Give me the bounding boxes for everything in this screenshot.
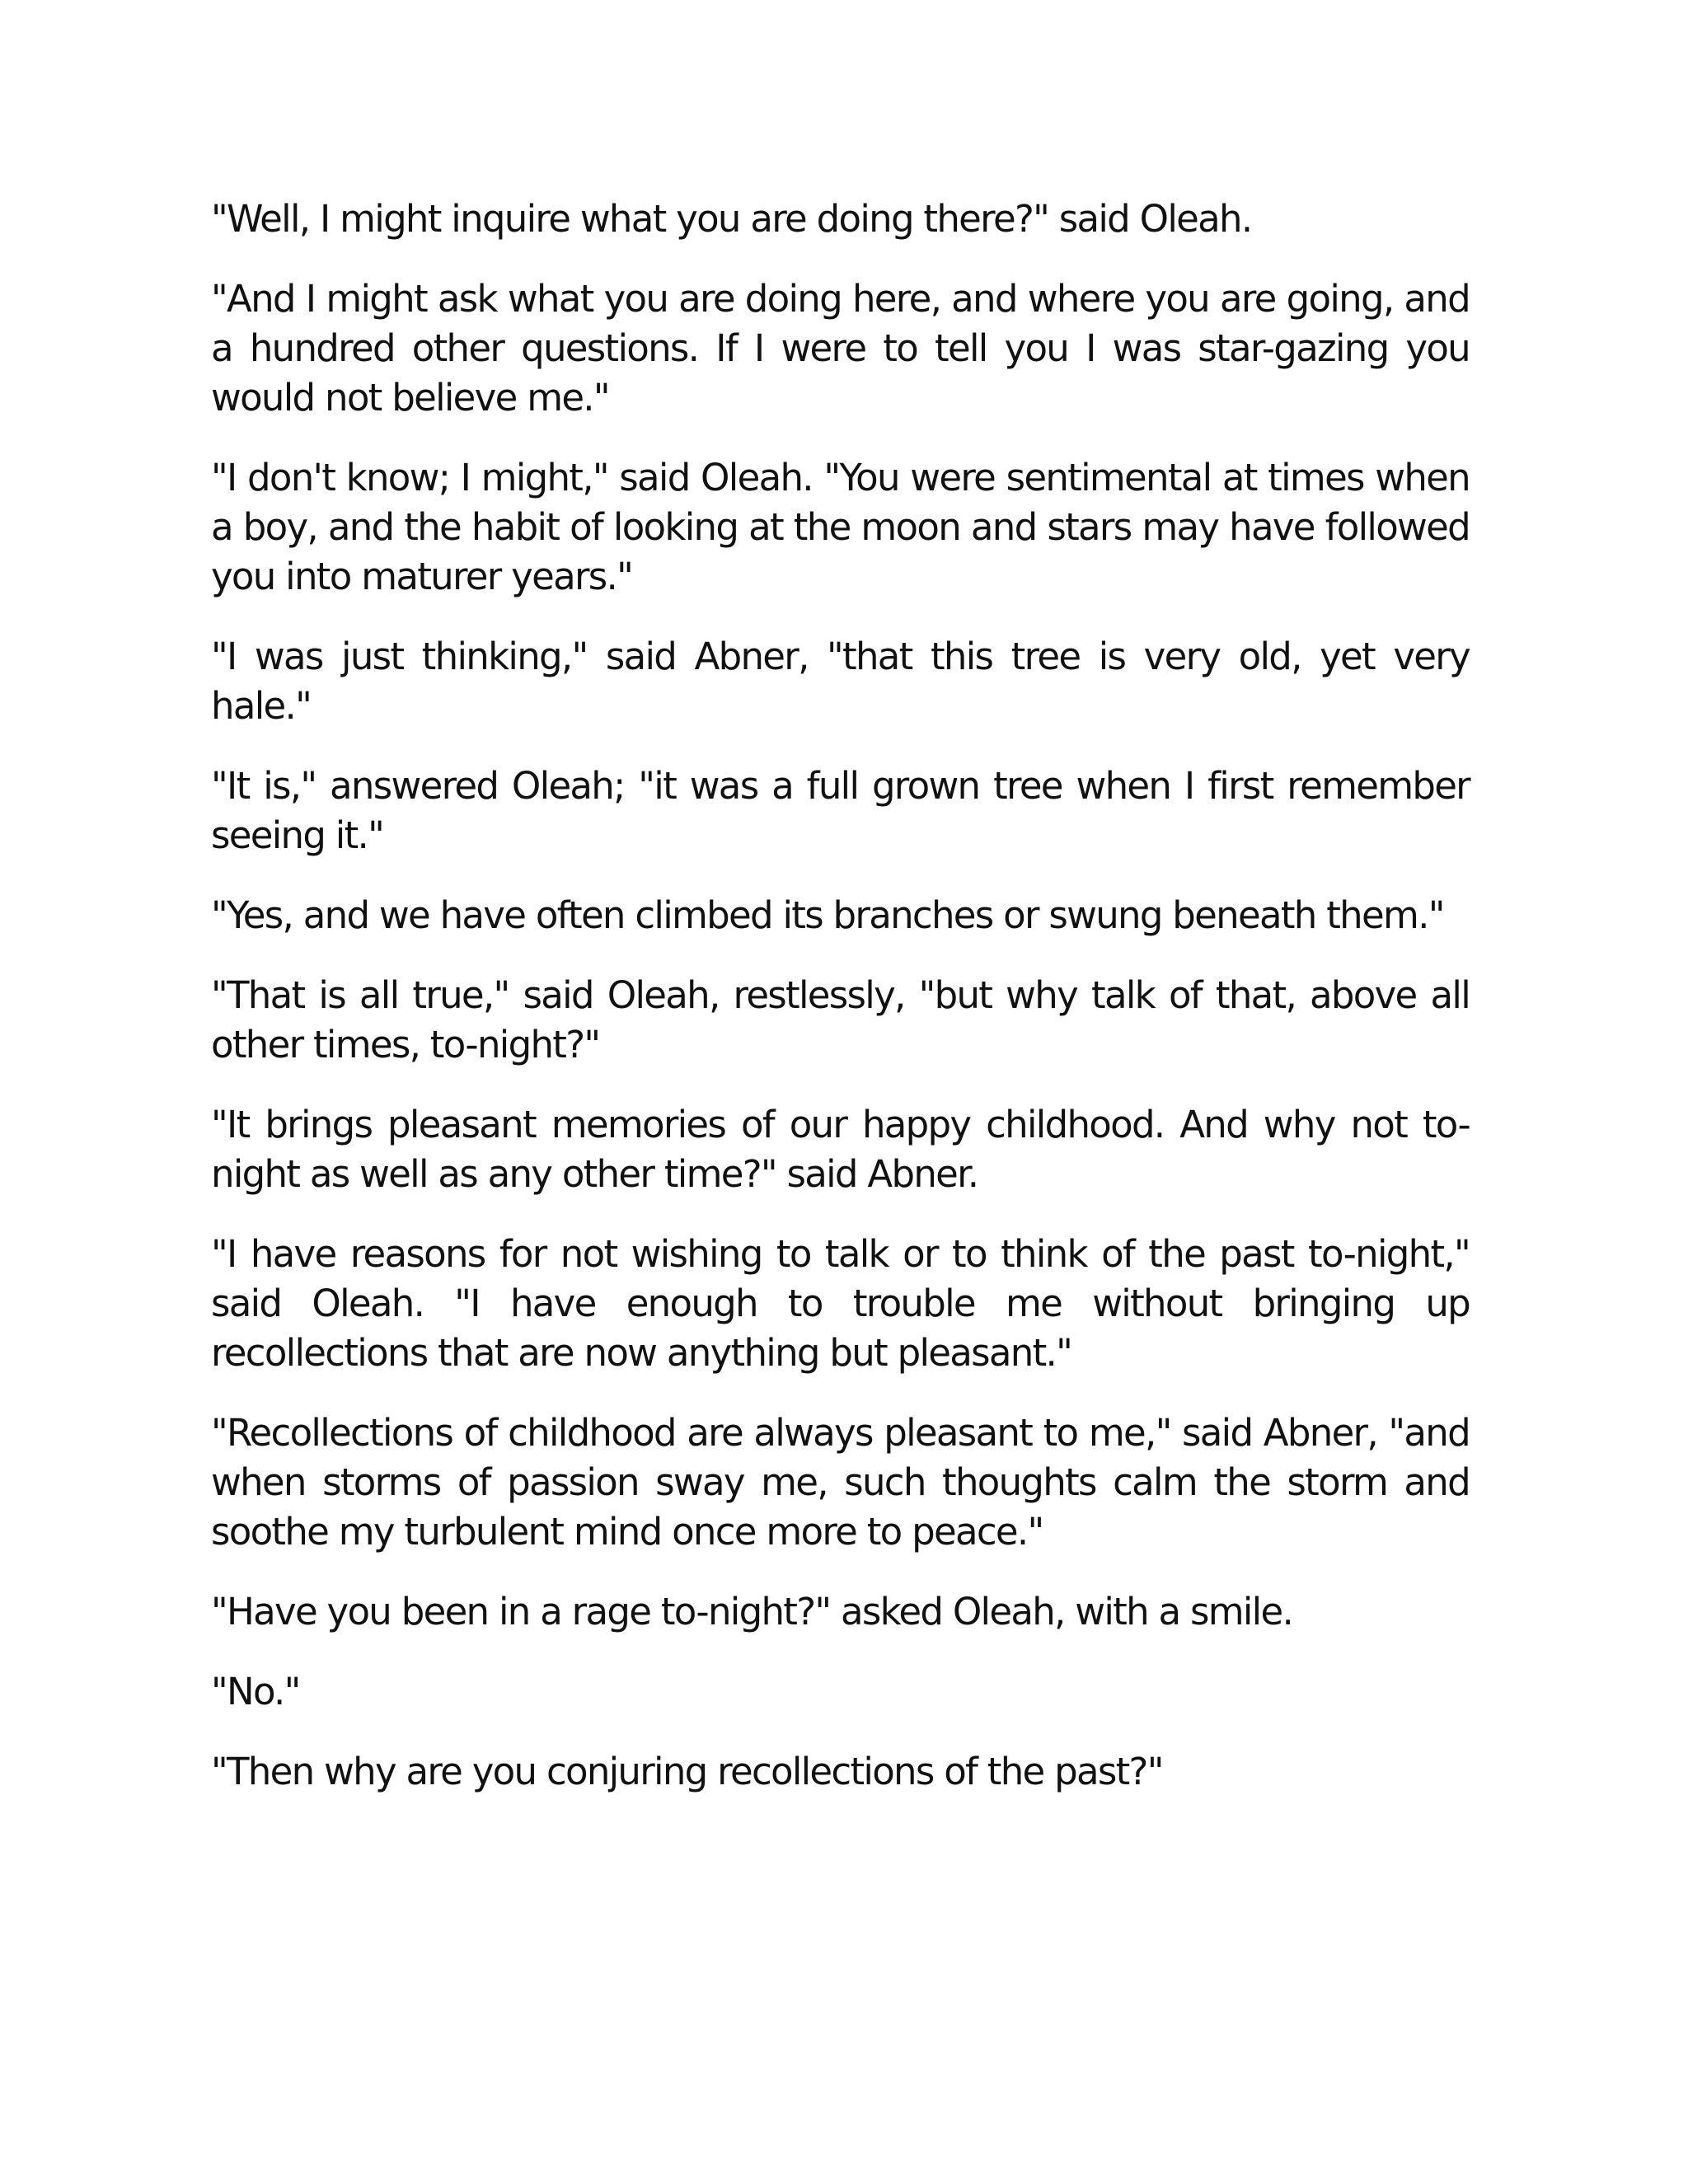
paragraph: "Then why are you conjuring recollections of the past?" xyxy=(211,1750,1163,1793)
paragraph: "It brings pleasant memories of our happy childhood. And why not to-night as well as any other time?" said Abner. xyxy=(211,1103,1470,1196)
paragraph: "I don't know; I might," said Oleah. "You were sentimental at times when a boy, and the habit of looking at the moon and stars may have followed you into maturer years." xyxy=(211,456,1470,598)
body-text xyxy=(211,194,1470,1827)
paragraph: "And I might ask what you are doing here, and where you are going, and a hundred other questions. If I were to tell you I was star-gazing you would not believe me." xyxy=(211,277,1470,419)
paragraph: "That is all true," said Oleah, restlessly, "but why talk of that, above all other times, to-night?" xyxy=(211,973,1470,1066)
paragraph: "It is," answered Oleah; "it was a full grown tree when I first remember seeing it." xyxy=(211,764,1470,857)
paragraph: "Well, I might inquire what you are doing there?" said Oleah. xyxy=(211,197,1252,241)
paragraph: "Yes, and we have often climbed its branches or swung beneath them." xyxy=(211,893,1444,937)
paragraph: "No." xyxy=(211,1670,300,1713)
paragraph: "I was just thinking," said Abner, "that this tree is very old, yet very hale." xyxy=(211,635,1470,728)
paragraph: "I have reasons for not wishing to talk or to think of the past to-night," said Oleah. "I have enough to trouble me without bringing up recollections that are now anything but pleasant." xyxy=(211,1232,1470,1375)
paragraph: "Recollections of childhood are always pleasant to me," said Abner, "and when storms of passion sway me, such thoughts calm the storm and soothe my turbulent mind once more to peace." xyxy=(211,1411,1470,1554)
paragraph: "Have you been in a rage to-night?" asked Oleah, with a smile. xyxy=(211,1590,1293,1633)
